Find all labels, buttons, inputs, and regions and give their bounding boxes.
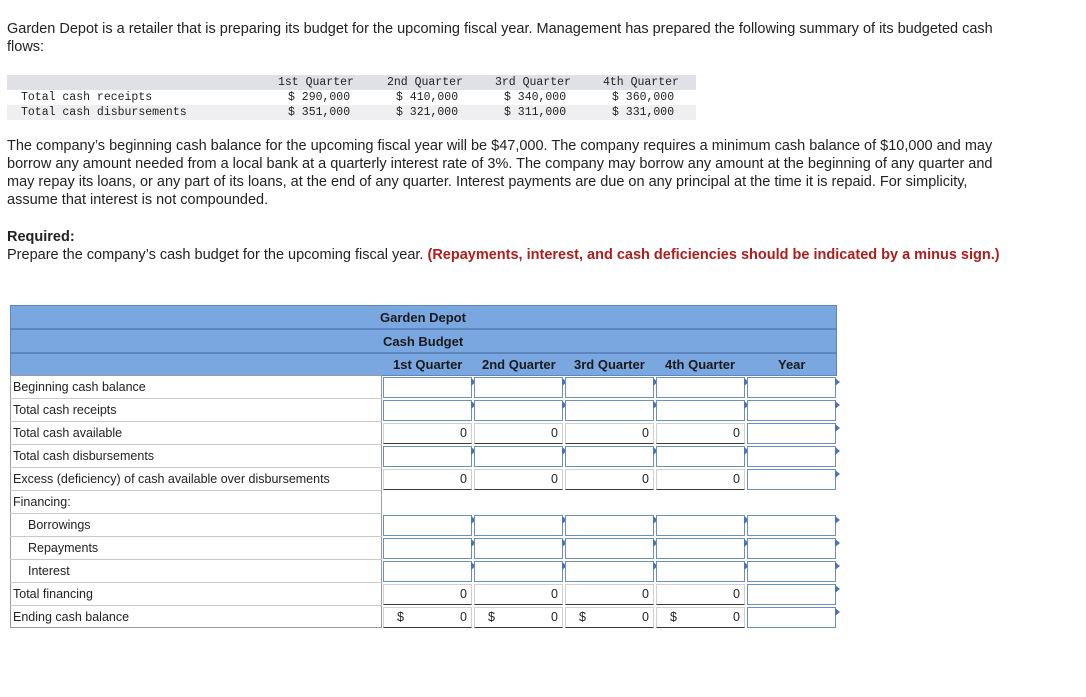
budget-input-cell[interactable]	[747, 423, 836, 444]
col-header-year: Year	[778, 357, 806, 372]
required-text: Prepare the company’s cash budget for the upcoming fiscal year.	[7, 247, 424, 263]
budget-input-cell[interactable]	[656, 515, 745, 536]
summary-row-label: Total cash disbursements	[21, 106, 187, 119]
computed-value: 0	[733, 587, 740, 601]
summary-header-q2: 2nd Quarter	[387, 76, 463, 89]
budget-input-cell[interactable]	[747, 584, 836, 605]
computed-value: 0	[642, 587, 649, 601]
summary-header-q4: 4th Quarter	[603, 76, 679, 89]
required-section	[7, 228, 1007, 264]
budget-input-cell[interactable]	[656, 400, 745, 421]
budget-input-cell[interactable]	[747, 607, 836, 628]
computed-value: 0	[460, 587, 467, 601]
summary-cell: $ 360,000	[612, 91, 675, 104]
col-header-q4: 4th Quarter	[665, 357, 736, 372]
computed-value: 0	[551, 610, 558, 624]
budget-input-cell[interactable]	[565, 515, 654, 536]
budget-input-cell[interactable]	[656, 538, 745, 559]
budget-input-cell[interactable]	[656, 446, 745, 467]
budget-input-cell[interactable]	[383, 561, 472, 582]
budget-input-cell[interactable]	[565, 538, 654, 559]
row-label-total-cash-receipts: Total cash receipts	[10, 399, 382, 422]
summary-cell: $ 321,000	[396, 106, 459, 119]
summary-cell: $ 290,000	[288, 91, 351, 104]
budget-input-cell[interactable]	[383, 538, 472, 559]
row-label-beginning-cash: Beginning cash balance	[10, 376, 382, 399]
budget-input-cell[interactable]	[565, 446, 654, 467]
budget-input-cell[interactable]	[474, 400, 563, 421]
budget-input-cell[interactable]	[747, 561, 836, 582]
col-header-q3: 3rd Quarter	[574, 357, 645, 372]
budget-company-name: Garden Depot	[380, 310, 466, 325]
budget-input-cell[interactable]	[383, 515, 472, 536]
row-label-interest: Interest	[10, 560, 382, 583]
summary-cell: $ 331,000	[612, 106, 675, 119]
summary-header-q3: 3rd Quarter	[495, 76, 571, 89]
budget-input-cell[interactable]	[474, 561, 563, 582]
row-label-total-financing: Total financing	[10, 583, 382, 606]
computed-value: 0	[460, 472, 467, 486]
col-header-q1: 1st Quarter	[393, 357, 463, 372]
row-label-financing: Financing:	[10, 491, 382, 514]
budget-input-cell[interactable]	[747, 377, 836, 398]
row-label-ending-cash: Ending cash balance	[13, 610, 130, 624]
budget-input-cell[interactable]	[565, 561, 654, 582]
computed-value: 0	[733, 472, 740, 486]
computed-value: 0	[460, 426, 467, 440]
col-header-q2: 2nd Quarter	[482, 357, 556, 372]
budget-input-cell[interactable]	[383, 446, 472, 467]
computed-value: 0	[551, 472, 558, 486]
budget-input-cell[interactable]	[656, 377, 745, 398]
budget-input-cell[interactable]	[383, 400, 472, 421]
budget-input-cell[interactable]	[656, 561, 745, 582]
summary-header-q1: 1st Quarter	[278, 76, 354, 89]
intro-paragraph-2: The company’s beginning cash balance for the upcoming fiscal year will be $47,000. The company requires a minimum cash balance of $10,000 and may borrow any amount needed from a local bank at a quarterly interest rate of 3%. The company may borrow any amount at the beginning of any quarter and may repay its loans, or any part of its loans, at the end of any quarter. Interest payments are due on any principal at the time it is repaid. For simplicity, assume that interest is not compounded.	[7, 138, 993, 208]
budget-input-cell[interactable]	[383, 377, 472, 398]
budget-input-cell[interactable]	[747, 515, 836, 536]
summary-cell: $ 410,000	[396, 91, 459, 104]
budget-input-cell[interactable]	[474, 446, 563, 467]
cash-budget-table	[10, 305, 837, 628]
summary-cell: $ 351,000	[288, 106, 351, 119]
budget-input-cell[interactable]	[747, 469, 836, 490]
budget-input-cell[interactable]	[474, 377, 563, 398]
currency-symbol: $	[579, 610, 586, 624]
computed-value: 0	[642, 610, 649, 624]
budget-input-cell[interactable]	[474, 538, 563, 559]
required-note: (Repayments, interest, and cash deficiencies should be indicated by a minus sign.)	[427, 247, 1000, 263]
intro-paragraph-1: Garden Depot is a retailer that is preparing its budget for the upcoming fiscal year. Management has prepared the following summary of its budgeted cash flows:	[7, 21, 993, 55]
budget-input-cell[interactable]	[747, 538, 836, 559]
summary-cell: $ 311,000	[504, 106, 567, 119]
row-label-borrowings: Borrowings	[10, 514, 382, 537]
summary-cell: $ 340,000	[504, 91, 567, 104]
computed-value: 0	[733, 426, 740, 440]
required-heading: Required:	[7, 229, 75, 245]
summary-row-label: Total cash receipts	[21, 91, 153, 104]
budget-input-cell[interactable]	[565, 377, 654, 398]
currency-symbol: $	[397, 610, 404, 624]
budget-title: Cash Budget	[383, 334, 464, 349]
budgeted-cash-flows-summary	[7, 75, 696, 121]
budget-input-cell[interactable]	[747, 446, 836, 467]
computed-value: 0	[551, 587, 558, 601]
computed-value: 0	[460, 610, 467, 624]
budget-input-cell[interactable]	[747, 400, 836, 421]
row-label-repayments: Repayments	[10, 537, 382, 560]
row-label-total-cash-disbursements: Total cash disbursements	[10, 445, 382, 468]
computed-value: 0	[551, 426, 558, 440]
budget-input-cell[interactable]	[474, 515, 563, 536]
computed-value: 0	[733, 610, 740, 624]
budget-input-cell[interactable]	[565, 400, 654, 421]
computed-value: 0	[642, 426, 649, 440]
currency-symbol: $	[670, 610, 677, 624]
currency-symbol: $	[488, 610, 495, 624]
row-label-excess-deficiency: Excess (deficiency) of cash available over disbursements	[10, 468, 382, 491]
computed-value: 0	[642, 472, 649, 486]
row-label-total-cash-available: Total cash available	[10, 422, 382, 445]
